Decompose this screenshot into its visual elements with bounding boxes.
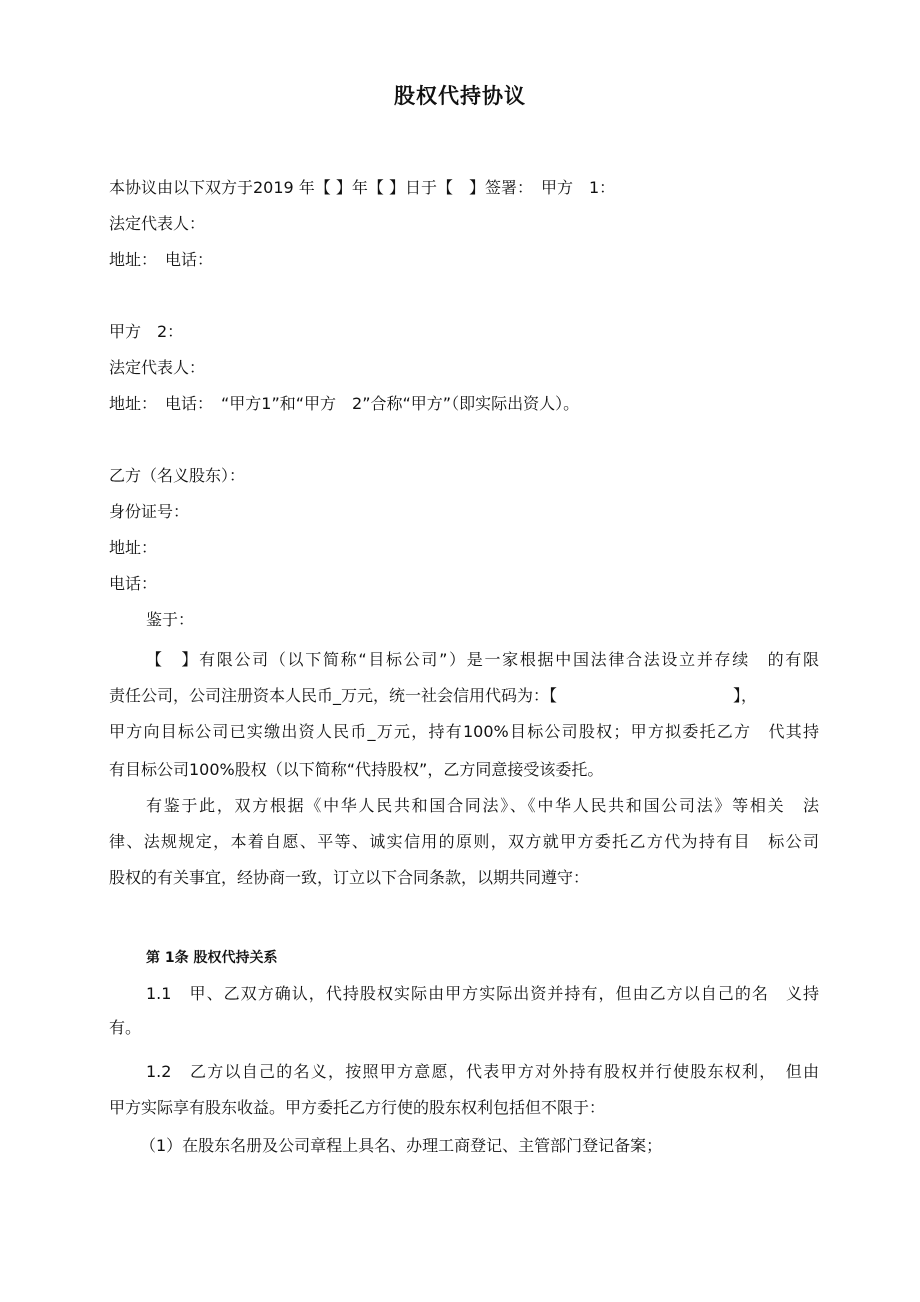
whereas-paragraph-1-line-4: 有目标公司100%股权（以下简称“代持股权”，乙方同意接受该委托。 [109,760,604,779]
party-b-phone: 电话： [109,574,158,593]
party-a2-address-phone: 地址： 电话： “甲方1”和“甲方 2”合称“甲方”（即实际出资人）。 [109,394,580,413]
clause-1-2-item-1: （1）在股东名册及公司章程上具名、办理工商登记、主管部门登记备案； [140,1136,663,1155]
clause-1-2-line-2: 甲方实际享有股东收益。甲方委托乙方行使的股东权利包括但不限于： [109,1098,606,1117]
party-a1-address-phone: 地址： 电话： [109,250,214,269]
whereas-paragraph-2-line-2: 律、法规规定，本着自愿、平等、诚实信用的原则，双方就甲方委托乙方代为持有目 标公司 [109,832,819,851]
party-b-address: 地址： [109,538,158,557]
preamble-signing-line: 本协议由以下双方于2019 年【 】年【 】日于【 】签署： 甲方 1： [109,178,616,197]
whereas-paragraph-1-line-3: 甲方向目标公司已实缴出资人民币_万元，持有100%目标公司股权；甲方拟委托乙方 代其持 [109,722,819,741]
whereas-credit-code-text: 责任公司，公司注册资本人民币_万元，统一社会信用代码为：【 [109,686,558,705]
clause-1-2-line-1: 1.2 乙方以自己的名义，按照甲方意愿，代表甲方对外持有股权并行使股东权利， 但由 [146,1062,819,1081]
whereas-label: 鉴于： [146,610,195,629]
article-1-heading: 第 1条 股权代持关系 [146,950,278,966]
party-b-id-number: 身份证号： [109,502,190,521]
party-a2-legal-rep: 法定代表人： [109,358,206,377]
party-a2-label: 甲方 2： [109,322,184,341]
document-title: 股权代持协议 [394,84,526,108]
whereas-paragraph-2-line-1: 有鉴于此，双方根据《中华人民共和国合同法》、《中华人民共和国公司法》等相关 法 [146,796,819,815]
whereas-paragraph-2-line-3: 股权的有关事宜，经协商一致，订立以下合同条款，以期共同遵守： [109,868,590,887]
party-a1-legal-rep: 法定代表人： [109,214,206,233]
party-b-label: 乙方（名义股东）： [109,466,246,485]
clause-1-1-line-1: 1.1 甲、乙双方确认，代持股权实际由甲方实际出资并持有，但由乙方以自己的名 义持 [146,984,819,1003]
whereas-paragraph-1-line-2 [109,686,757,706]
clause-1-1-line-2: 有。 [109,1018,142,1037]
whereas-credit-code-close: 】， [733,686,758,705]
whereas-paragraph-1-line-1: 【 】有限公司（以下简称“目标公司”）是一家根据中国法律合法设立并存续 的有限 [146,650,819,669]
